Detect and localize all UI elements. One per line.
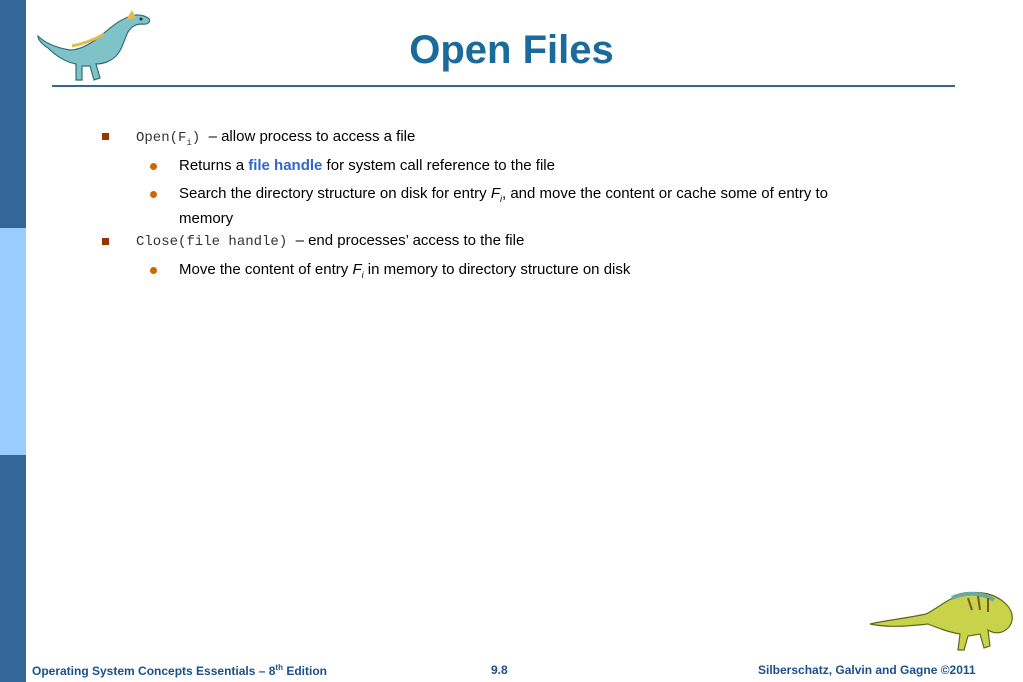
footer-book-title: Operating System Concepts Essentials – 8th Edition (32, 663, 327, 678)
round-bullet-icon (150, 191, 157, 198)
sidebar-band-bottom (0, 455, 26, 682)
code-close-call: Close(file handle) (136, 234, 288, 250)
title-underline (52, 85, 955, 87)
footer-copyright: Silberschatz, Galvin and Gagne ©2011 (758, 663, 976, 677)
list-item (136, 127, 415, 153)
footer-page-number: 9.8 (491, 663, 508, 677)
sidebar-band-middle (0, 228, 26, 455)
list-subitem: Search the directory structure on disk for entry $F_i$, and move the content or cache some of entry to memory (179, 185, 828, 227)
list-subitem: Move the content of entry $F_i$ in memory to directory structure on disk (179, 261, 631, 280)
round-bullet-icon (150, 267, 157, 274)
highlighted-term: file handle (248, 157, 323, 174)
slide-title: Open Files (409, 28, 614, 72)
item-text: – allow process to access a file (208, 128, 416, 145)
item-text: – end processes’ access to the file (295, 232, 525, 249)
code-open-call: $Open(F_i)$ (136, 130, 201, 148)
square-bullet-icon (102, 133, 109, 140)
round-bullet-icon (150, 163, 157, 170)
square-bullet-icon (102, 238, 109, 245)
list-item (136, 231, 524, 252)
list-subitem: Returns a file handle for system call reference to the file (179, 157, 555, 174)
dinosaur-footer-icon (868, 584, 1016, 654)
